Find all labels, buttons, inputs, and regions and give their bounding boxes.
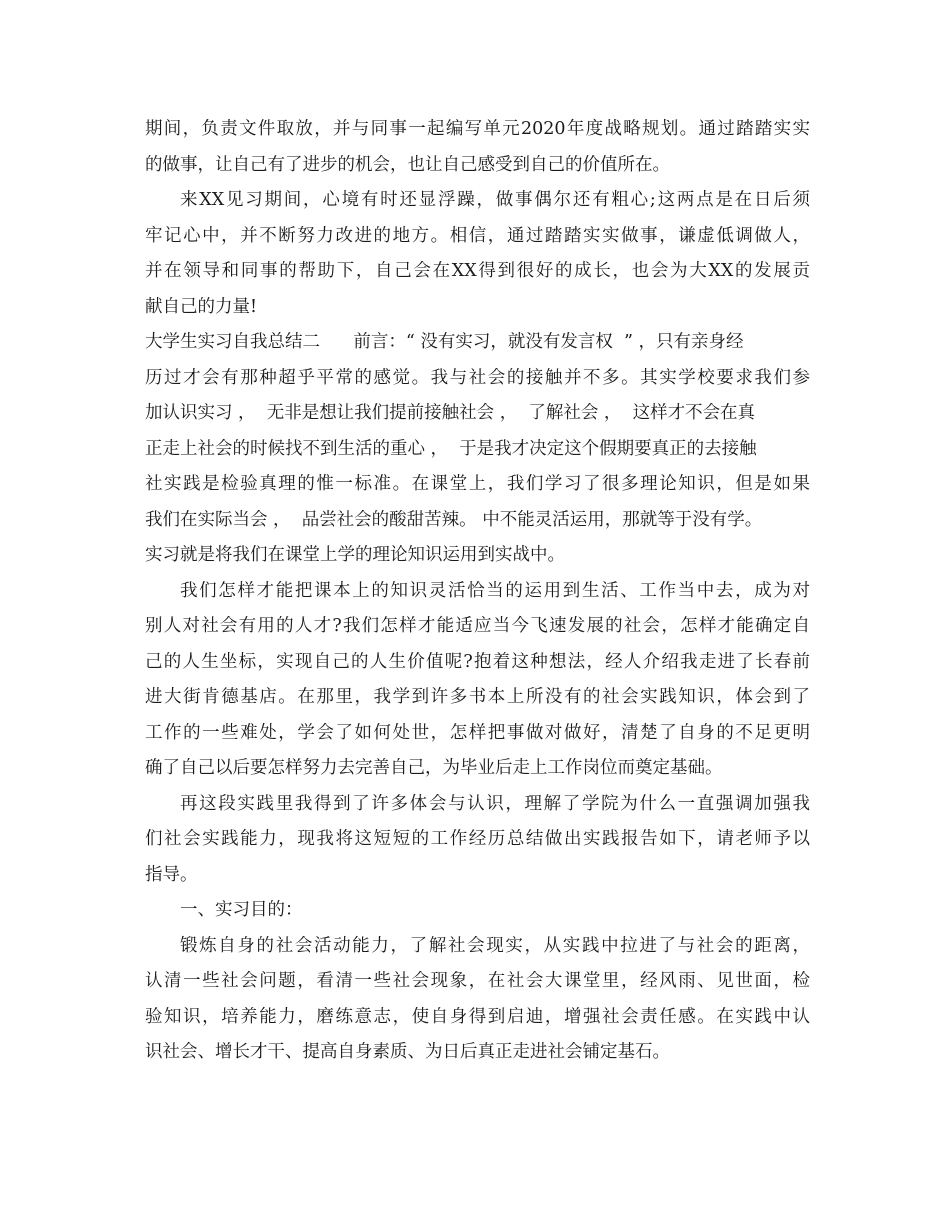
document-body	[145, 112, 810, 1071]
text-line: 的做事，让自己有了进步的机会，也让自己感受到自己的价值所在。	[145, 154, 670, 175]
text-line: 我们怎样才能把课本上的知识灵活恰当的运用到生活、工作当中去，成为对	[180, 580, 810, 601]
text-line: 牢记心中，并不断努力改进的地方。相信，通过踏踏实实做事，谦虚低调做人，	[145, 225, 810, 246]
text-line: 实习就是将我们在课堂上学的理论知识运用到实战中。	[145, 545, 565, 565]
text-line: 大学生实习自我总结二 前言：“ 没有实习，就没有发言权 ” ，只有亲身经	[145, 332, 744, 352]
text-line: 献自己的力量!	[145, 296, 258, 317]
text-line: 社实践是检验真理的惟一标准。在课堂上，我们学习了很多理论知识，但是如果	[145, 474, 810, 494]
text-line: 验知识，培养能力，磨练意志，使自身得到启迪，增强社会责任感。在实践中认	[145, 1006, 810, 1027]
text-line: 识社会、增长才干、提高自身素质、为日后真正走进社会铺定基石。	[145, 1042, 670, 1062]
text-line: 来XX见习期间，心境有时还显浮躁，做事偶尔还有粗心;这两点是在日后须	[180, 190, 810, 210]
text-line: 加认识实习 ， 无非是想让我们提前接触社会 ， 了解社会 ， 这样才不会在真	[145, 403, 756, 423]
text-line: 锻炼自身的社会活动能力，了解社会现实，从实践中拉进了与社会的距离，	[180, 935, 810, 956]
section-heading: 一、实习目的：	[180, 900, 303, 920]
text-line: 进大街肯德基店。在那里，我学到许多书本上所没有的社会实践知识，体会到了	[145, 687, 810, 707]
text-line: 认清一些社会问题，看清一些社会现象，在社会大课堂里，经风雨、见世面，检	[145, 971, 810, 991]
text-line: 期间，负责文件取放，并与同事一起编写单元2020年度战略规划。通过踏踏实实	[145, 119, 810, 139]
text-line: 并在领导和同事的帮助下，自己会在XX得到很好的成长，也会为大XX的发展贡	[145, 261, 810, 281]
text-line: 确了自己以后要怎样努力去完善自己，为毕业后走上工作岗位而奠定基础。	[145, 758, 723, 778]
text-line: 己的人生坐标，实现自己的人生价值呢?抱着这种想法，经人介绍我走进了长春前	[145, 651, 810, 672]
text-line: 别人对社会有用的人才?我们怎样才能适应当今飞速发展的社会，怎样才能确定自	[145, 616, 810, 636]
text-line: 工作的一些难处，学会了如何处世，怎样把事做对做好，清楚了自身的不足更明	[145, 722, 810, 743]
text-line: 再这段实践里我得到了许多体会与认识，理解了学院为什么一直强调加强我	[180, 793, 810, 814]
text-line: 我们在实际当会 ， 品尝社会的酸甜苦辣。 中不能灵活运用，那就等于没有学。	[145, 509, 763, 530]
text-line: 正走上社会的时候找不到生活的重心 ， 于是我才决定这个假期要真正的去接触	[145, 438, 757, 459]
text-line: 们社会实践能力，现我将这短短的工作经历总结做出实践报告如下，请老师予以	[145, 829, 810, 849]
text-line: 指导。	[145, 864, 198, 885]
text-line: 历过才会有那种超乎平常的感觉。我与社会的接触并不多。其实学校要求我们参	[145, 367, 810, 388]
